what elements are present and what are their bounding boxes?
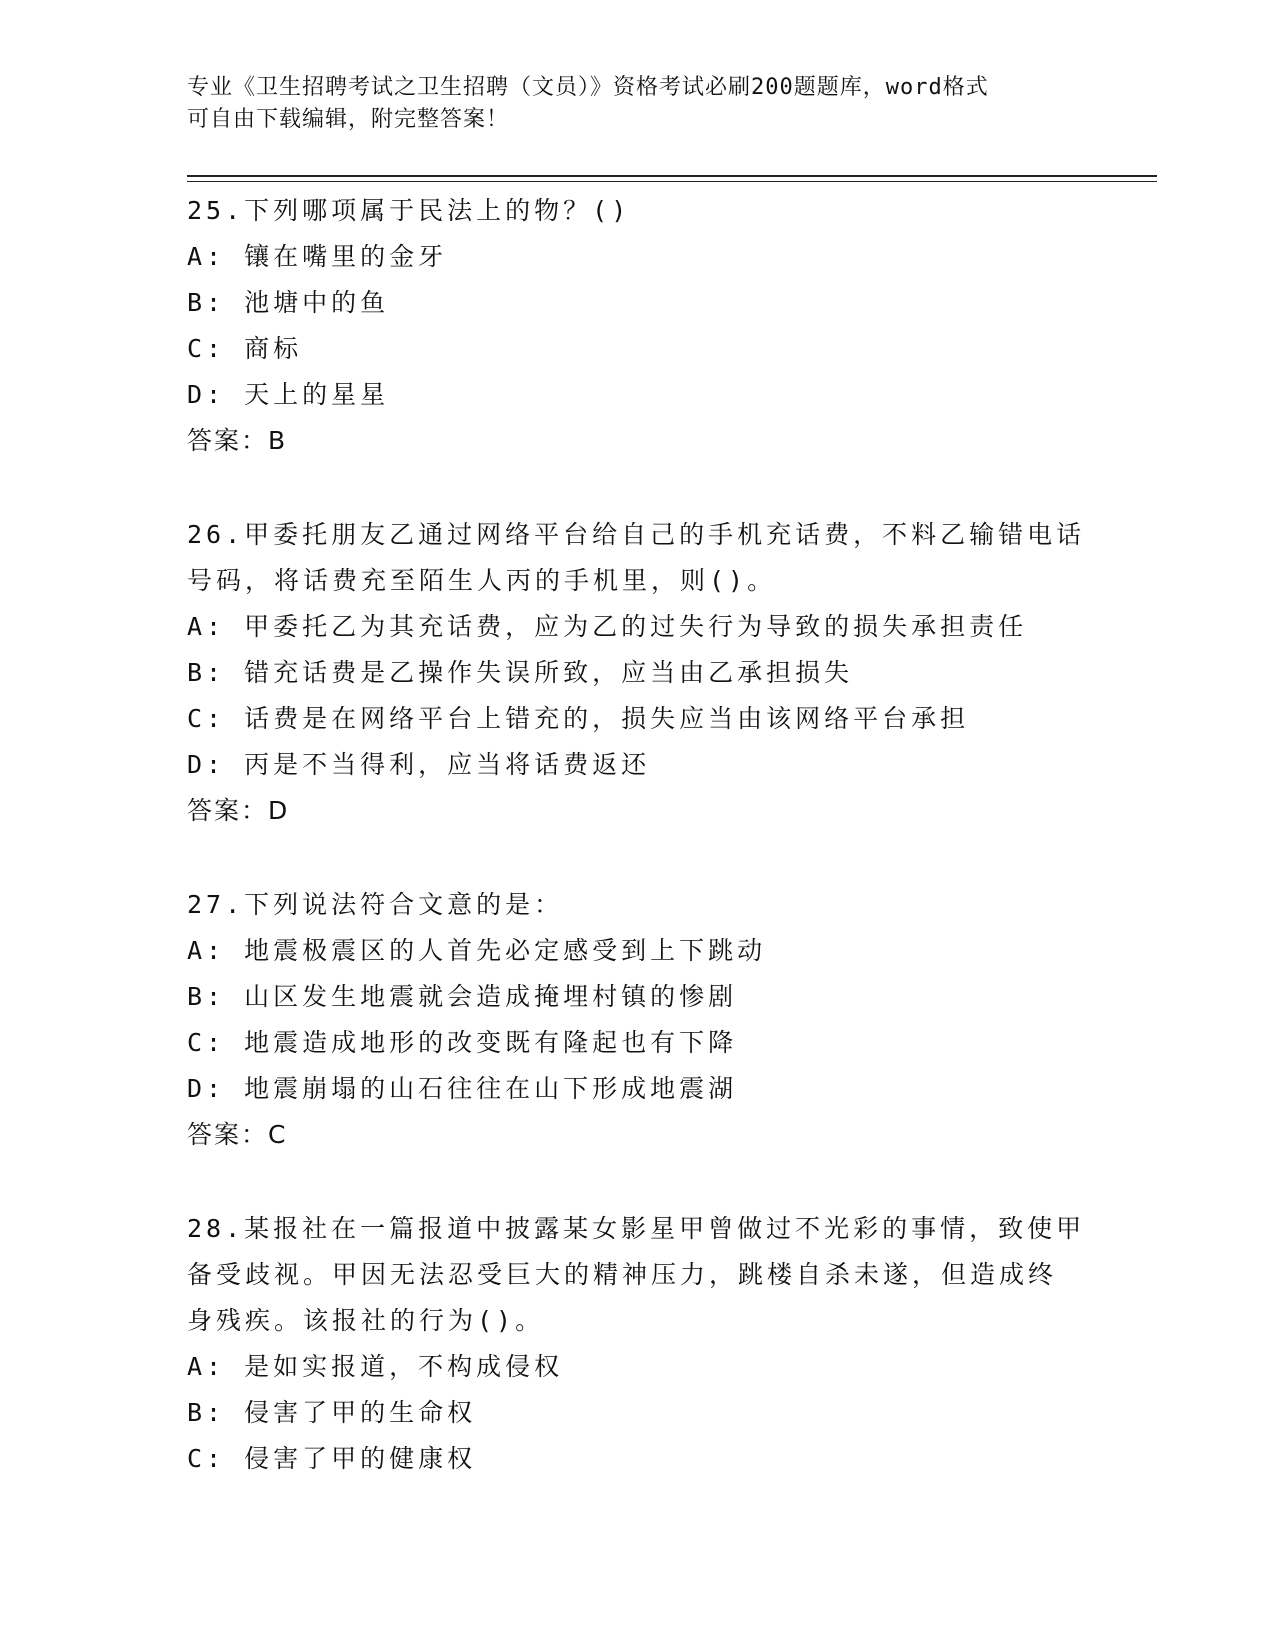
option-a: A: 镶在嘴里的金牙 (187, 242, 448, 271)
answer-line: 答案：C (187, 1120, 288, 1149)
document-header (187, 72, 1067, 136)
question-list (187, 188, 1087, 1482)
option-c: C: 侵害了甲的健康权 (187, 1444, 477, 1473)
header-line-2: 可自由下载编辑，附完整答案！ (187, 107, 510, 132)
option-b: B: 山区发生地震就会造成掩埋村镇的惨剧 (187, 982, 738, 1011)
option-a: A: 甲委托乙为其充话费，应为乙的过失行为导致的损失承担责任 (187, 612, 1028, 641)
question-28 (187, 1206, 1087, 1482)
option-d: D: 天上的星星 (187, 380, 390, 409)
spacer (187, 464, 1087, 512)
question-stem: 28.某报社在一篇报道中披露某女影星甲曾做过不光彩的事情，致使甲 (187, 1214, 1086, 1243)
spacer (187, 1158, 1087, 1206)
option-d: D: 地震崩塌的山石往往在山下形成地震湖 (187, 1074, 738, 1103)
question-stem: 26.甲委托朋友乙通过网络平台给自己的手机充话费，不料乙输错电话 (187, 520, 1086, 549)
question-stem-continued: 身残疾。该报社的行为()。 (187, 1306, 545, 1335)
option-a: A: 地震极震区的人首先必定感受到上下跳动 (187, 936, 767, 965)
option-b: B: 侵害了甲的生命权 (187, 1398, 477, 1427)
question-27 (187, 882, 1087, 1158)
option-b: B: 错充话费是乙操作失误所致，应当由乙承担损失 (187, 658, 854, 687)
question-stem-continued: 号码，将话费充至陌生人丙的手机里，则()。 (187, 566, 777, 595)
header-divider-thick (187, 175, 1157, 177)
question-stem: 25.下列哪项属于民法上的物？() (187, 196, 631, 225)
option-c: C: 地震造成地形的改变既有隆起也有下降 (187, 1028, 738, 1057)
question-stem-continued: 备受歧视。甲因无法忍受巨大的精神压力，跳楼自杀未遂，但造成终 (187, 1260, 1058, 1289)
option-c: C: 话费是在网络平台上错充的，损失应当由该网络平台承担 (187, 704, 970, 733)
header-divider-thin (187, 181, 1157, 182)
spacer (187, 834, 1087, 882)
option-c: C: 商标 (187, 334, 303, 363)
option-b: B: 池塘中的鱼 (187, 288, 390, 317)
option-a: A: 是如实报道，不构成侵权 (187, 1352, 564, 1381)
option-d: D: 丙是不当得利，应当将话费返还 (187, 750, 651, 779)
question-stem: 27.下列说法符合文意的是： (187, 890, 564, 919)
answer-line: 答案：B (187, 426, 288, 455)
header-line-1: 专业《卫生招聘考试之卫生招聘（文员）》资格考试必刷200题题库，word格式 (187, 75, 989, 100)
question-25 (187, 188, 1087, 464)
answer-line: 答案：D (187, 796, 290, 825)
question-26 (187, 512, 1087, 834)
